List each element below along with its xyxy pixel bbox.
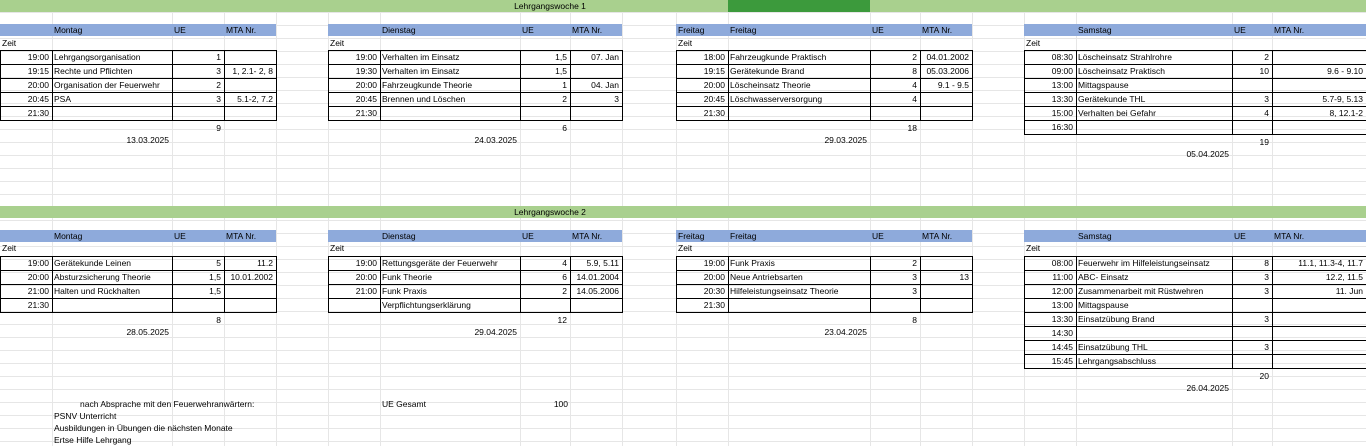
time-cell[interactable]: 13:00: [1051, 300, 1073, 310]
mta-header: MTA Nr.: [1274, 231, 1305, 241]
mta-cell[interactable]: [224, 51, 273, 63]
mta-header: MTA Nr.: [1274, 25, 1305, 35]
topic-cell[interactable]: Zusammenarbeit mit Rüstwehren: [1078, 286, 1204, 296]
time-cell[interactable]: 19:15: [703, 66, 725, 76]
zeit-label: Zeit: [1026, 243, 1041, 253]
topic-cell[interactable]: Hilfeleistungseinsatz Theorie: [730, 286, 839, 296]
ue-total[interactable]: 20: [1259, 371, 1269, 381]
ue-cell[interactable]: 1,5: [209, 286, 221, 296]
mta-cell[interactable]: [224, 285, 273, 297]
topic-cell[interactable]: Neue Antriebsarten: [730, 272, 803, 282]
ue-cell[interactable]: 3: [1264, 314, 1269, 324]
ue-header: UE: [1234, 231, 1246, 241]
ue-total[interactable]: 6: [562, 123, 567, 133]
topic-cell[interactable]: Verpflichtungserklärung: [382, 300, 471, 310]
ue-total[interactable]: 8: [216, 315, 221, 325]
time-cell[interactable]: 19:00: [703, 258, 725, 268]
topic-cell[interactable]: Mittagspause: [1078, 300, 1129, 310]
ue-cell[interactable]: 4: [562, 258, 567, 268]
time-cell[interactable]: 20:45: [355, 94, 377, 104]
ue-cell[interactable]: 8: [912, 66, 917, 76]
ue-header: UE: [174, 25, 186, 35]
mta-cell[interactable]: 11. Jun: [1335, 286, 1363, 296]
mta-cell[interactable]: [1272, 355, 1363, 367]
zeit-label: Zeit: [2, 38, 17, 48]
topic-cell[interactable]: ABC- Einsatz: [1078, 272, 1129, 282]
time-cell[interactable]: 20:00: [27, 80, 49, 90]
ue-cell[interactable]: 1,5: [555, 52, 567, 62]
ue-cell[interactable]: [1232, 299, 1269, 311]
ue-total[interactable]: 12: [557, 315, 567, 325]
notes-item: Ertse Hilfe Lehrgang: [54, 435, 132, 445]
ue-cell[interactable]: [870, 107, 917, 119]
day-date[interactable]: 26.04.2025: [1186, 383, 1229, 393]
time-cell[interactable]: 14:45: [1051, 342, 1073, 352]
ue-cell[interactable]: [1232, 121, 1269, 133]
topic-cell[interactable]: Organisation der Feuerwehr: [54, 80, 160, 90]
time-cell[interactable]: 19:00: [355, 52, 377, 62]
ue-cell[interactable]: 3: [1264, 272, 1269, 282]
topic-cell[interactable]: Funk Praxis: [730, 258, 775, 268]
mta-cell[interactable]: 3: [614, 94, 619, 104]
topic-cell[interactable]: Löscheinsatz Praktisch: [1078, 66, 1165, 76]
day-header-label: Freitag: [678, 231, 705, 241]
mta-cell[interactable]: [224, 107, 273, 119]
ue-header: UE: [872, 231, 884, 241]
mta-cell[interactable]: 11.1, 11.3-4, 11.7: [1298, 258, 1363, 268]
zeit-label: Zeit: [330, 243, 345, 253]
time-cell[interactable]: 13:00: [1051, 80, 1073, 90]
topic-cell[interactable]: Fahrzeugkunde Praktisch: [730, 52, 827, 62]
ue-cell[interactable]: [172, 299, 221, 311]
ue-header: UE: [1234, 25, 1246, 35]
mta-cell[interactable]: 9.1 - 9.5: [937, 80, 969, 90]
ue-total[interactable]: 19: [1259, 137, 1269, 147]
ue-cell[interactable]: [1232, 327, 1269, 339]
mta-cell[interactable]: 13: [959, 272, 969, 282]
ue-cell[interactable]: [172, 107, 221, 119]
ue-cell[interactable]: 2: [912, 258, 917, 268]
ue-cell[interactable]: 3: [1264, 94, 1269, 104]
ue-cell[interactable]: 2: [216, 80, 221, 90]
ue-cell[interactable]: [520, 107, 567, 119]
topic-cell[interactable]: Einsatzübung THL: [1078, 342, 1148, 352]
day-header-label: Freitag: [730, 231, 757, 241]
day-header-label: Montag: [54, 231, 83, 241]
mta-cell[interactable]: [920, 93, 969, 105]
mta-cell[interactable]: 1, 2.1- 2, 8: [232, 66, 273, 76]
day-header-label: Freitag: [730, 25, 757, 35]
topic-cell[interactable]: [1078, 327, 1230, 339]
time-cell[interactable]: 19:00: [355, 258, 377, 268]
time-cell[interactable]: 13:30: [1051, 314, 1073, 324]
ue-cell[interactable]: [870, 299, 917, 311]
topic-cell[interactable]: [1078, 121, 1230, 133]
day-header-label: Montag: [54, 25, 83, 35]
day-date[interactable]: 13.03.2025: [126, 135, 169, 145]
mta-cell[interactable]: 04. Jan: [591, 80, 619, 90]
time-cell[interactable]: 16:30: [1051, 122, 1073, 132]
ue-cell[interactable]: 8: [1264, 258, 1269, 268]
time-cell[interactable]: 15:00: [1051, 108, 1073, 118]
mta-cell[interactable]: 12.2, 11.5: [1325, 272, 1363, 282]
topic-cell[interactable]: Mittagspause: [1078, 80, 1129, 90]
mta-cell[interactable]: [570, 299, 619, 311]
day-header-label: Dienstag: [382, 231, 416, 241]
mta-header: MTA Nr.: [226, 231, 257, 241]
mta-cell[interactable]: [920, 299, 969, 311]
time-cell[interactable]: 08:00: [1051, 258, 1073, 268]
time-cell[interactable]: 19:30: [355, 66, 377, 76]
ue-cell[interactable]: 3: [216, 66, 221, 76]
zeit-label: Zeit: [678, 38, 693, 48]
topic-cell[interactable]: Lehrgangsabschluss: [1078, 356, 1156, 366]
time-cell[interactable]: 20:00: [355, 80, 377, 90]
mta-cell[interactable]: [1272, 341, 1363, 353]
time-cell[interactable]: 19:00: [27, 52, 49, 62]
grid-row-line: [0, 168, 1366, 169]
topic-cell[interactable]: Gerätekunde THL: [1078, 94, 1146, 104]
day-date[interactable]: 29.04.2025: [474, 327, 517, 337]
week-title: Lehrgangswoche 1: [514, 1, 586, 11]
mta-cell[interactable]: [920, 107, 969, 119]
time-cell[interactable]: 13:30: [1051, 94, 1073, 104]
ue-cell[interactable]: 1: [562, 80, 567, 90]
ue-cell[interactable]: [1232, 79, 1269, 91]
time-cell[interactable]: 14:30: [1051, 328, 1073, 338]
topic-cell[interactable]: Verhalten im Einsatz: [382, 52, 460, 62]
topic-cell[interactable]: PSA: [54, 94, 72, 104]
mta-cell[interactable]: 5.9, 5.11: [586, 258, 619, 268]
time-cell[interactable]: 20:45: [27, 94, 49, 104]
mta-cell[interactable]: [1272, 299, 1363, 311]
grid-row-line: [0, 220, 1366, 221]
day-date[interactable]: 23.04.2025: [824, 327, 867, 337]
ue-cell[interactable]: 4: [912, 94, 917, 104]
day-date[interactable]: 05.04.2025: [1186, 149, 1229, 159]
day-header-label: Samstag: [1078, 25, 1112, 35]
ue-cell[interactable]: 3: [1264, 286, 1269, 296]
mta-cell[interactable]: [920, 257, 969, 269]
topic-cell[interactable]: Rechte und Pflichten: [54, 66, 133, 76]
ue-cell[interactable]: 3: [216, 94, 221, 104]
zeit-label: Zeit: [330, 38, 345, 48]
topic-cell[interactable]: Lehrgangsorganisation: [54, 52, 141, 62]
mta-cell[interactable]: 14.01.2004: [576, 272, 619, 282]
topic-cell[interactable]: Funk Theorie: [382, 272, 432, 282]
topic-cell[interactable]: Halten und Rückhalten: [54, 286, 141, 296]
mta-cell[interactable]: 05.03.2006: [926, 66, 969, 76]
ue-cell[interactable]: 3: [912, 286, 917, 296]
time-cell[interactable]: 20:30: [703, 286, 725, 296]
topic-cell[interactable]: Löscheinsatz Theorie: [730, 80, 811, 90]
zeit-label: Zeit: [2, 243, 17, 253]
grid-row-line: [0, 181, 1366, 182]
mta-cell[interactable]: [224, 299, 273, 311]
zeit-label: Zeit: [678, 243, 693, 253]
topic-cell[interactable]: Einsatzübung Brand: [1078, 314, 1155, 324]
notes-heading: nach Absprache mit den Feuerwehranwärtern:: [80, 399, 255, 409]
mta-header: MTA Nr.: [572, 231, 603, 241]
mta-cell[interactable]: 5.7-9, 5.13: [1322, 94, 1363, 104]
time-cell[interactable]: 21:30: [27, 108, 49, 118]
notes-item: Ausbildungen in Übungen die nächsten Monate: [54, 423, 233, 433]
topic-cell[interactable]: Absturzsicherung Theorie: [54, 272, 151, 282]
ue-cell[interactable]: 2: [562, 286, 567, 296]
ue-header: UE: [872, 25, 884, 35]
topic-cell[interactable]: [54, 299, 170, 311]
ue-cell[interactable]: 1,5: [209, 272, 221, 282]
ue-header: UE: [522, 25, 534, 35]
time-cell[interactable]: 21:00: [27, 286, 49, 296]
time-cell[interactable]: 21:30: [703, 300, 725, 310]
time-cell[interactable]: 20:00: [703, 272, 725, 282]
ue-cell[interactable]: 1,5: [555, 66, 567, 76]
mta-cell[interactable]: 5.1-2, 7.2: [237, 94, 273, 104]
time-cell[interactable]: 21:30: [27, 300, 49, 310]
time-cell[interactable]: 12:00: [1051, 286, 1073, 296]
mta-cell[interactable]: [920, 285, 969, 297]
time-cell[interactable]: 08:30: [1051, 52, 1073, 62]
time-cell[interactable]: 15:45: [1051, 356, 1073, 366]
mta-cell[interactable]: 14.05.2006: [576, 286, 619, 296]
ue-cell[interactable]: 2: [562, 94, 567, 104]
day-date[interactable]: 28.05.2025: [126, 327, 169, 337]
ue-gesamt-value: 100: [553, 399, 568, 409]
mta-cell[interactable]: 9.6 - 9.10: [1327, 66, 1363, 76]
time-cell[interactable]: 20:00: [703, 80, 725, 90]
mta-cell[interactable]: 11.2: [257, 258, 273, 268]
ue-header: UE: [522, 231, 534, 241]
grid-row-line: [0, 142, 1366, 143]
topic-cell[interactable]: [730, 299, 868, 311]
mta-cell[interactable]: [1272, 79, 1363, 91]
topic-cell[interactable]: [382, 107, 518, 119]
selected-column-indicator: [728, 0, 870, 12]
topic-cell[interactable]: Feuerwehr im Hilfeleistungseinsatz: [1078, 258, 1210, 268]
ue-cell[interactable]: [1232, 355, 1269, 367]
topic-cell[interactable]: Löscheinsatz Strahlrohre: [1078, 52, 1173, 62]
ue-cell[interactable]: 2: [1264, 52, 1269, 62]
day-date[interactable]: 24.03.2025: [474, 135, 517, 145]
mta-cell[interactable]: [570, 65, 619, 77]
time-cell[interactable]: 20:00: [355, 272, 377, 282]
mta-header: MTA Nr.: [572, 25, 603, 35]
topic-cell[interactable]: [54, 107, 170, 119]
table-col-border: [52, 51, 53, 120]
time-cell[interactable]: [328, 299, 377, 311]
ue-cell[interactable]: 4: [912, 80, 917, 90]
mta-cell[interactable]: [570, 107, 619, 119]
time-cell[interactable]: 09:00: [1051, 66, 1073, 76]
table-col-border: [380, 51, 381, 120]
topic-cell[interactable]: Verhalten bei Gefahr: [1078, 108, 1156, 118]
table-col-border: [728, 51, 729, 120]
mta-cell[interactable]: 10.01.2002: [230, 272, 273, 282]
mta-cell[interactable]: 07. Jan: [591, 52, 619, 62]
ue-cell[interactable]: 5: [216, 258, 221, 268]
mta-cell[interactable]: 8, 12.1-2: [1329, 108, 1363, 118]
ue-cell[interactable]: 3: [1264, 342, 1269, 352]
day-date[interactable]: 29.03.2025: [824, 135, 867, 145]
ue-total[interactable]: 9: [216, 123, 221, 133]
week-title: Lehrgangswoche 2: [514, 207, 586, 217]
time-cell[interactable]: 21:30: [355, 108, 377, 118]
mta-cell[interactable]: [1272, 121, 1363, 133]
ue-gesamt-label: UE Gesamt: [382, 399, 426, 409]
topic-cell[interactable]: [730, 107, 868, 119]
mta-cell[interactable]: [224, 79, 273, 91]
grid-row-line: [0, 12, 1366, 13]
ue-cell[interactable]: 4: [1264, 108, 1269, 118]
ue-cell[interactable]: 2: [912, 52, 917, 62]
topic-cell[interactable]: Funk Praxis: [382, 286, 427, 296]
topic-cell[interactable]: Rettungsgeräte der Feuerwehr: [382, 258, 498, 268]
grid-row-line: [0, 194, 1366, 195]
topic-cell[interactable]: Brennen und Löschen: [382, 94, 466, 104]
mta-cell[interactable]: 04.01.2002: [926, 52, 969, 62]
ue-cell[interactable]: 3: [912, 272, 917, 282]
time-cell[interactable]: 11:00: [1052, 272, 1073, 282]
zeit-label: Zeit: [1026, 38, 1041, 48]
day-header-label: Samstag: [1078, 231, 1112, 241]
time-cell[interactable]: 21:00: [355, 286, 377, 296]
time-cell[interactable]: 20:45: [703, 94, 725, 104]
ue-total[interactable]: 18: [907, 123, 917, 133]
time-cell[interactable]: 21:30: [703, 108, 725, 118]
time-cell[interactable]: 19:00: [27, 258, 49, 268]
mta-cell[interactable]: [1272, 313, 1363, 325]
ue-cell[interactable]: 10: [1259, 66, 1269, 76]
topic-cell[interactable]: Verhalten im Einsatz: [382, 66, 460, 76]
mta-header: MTA Nr.: [226, 25, 257, 35]
notes-item: PSNV Unterricht: [54, 411, 117, 421]
ue-header: UE: [174, 231, 186, 241]
time-cell[interactable]: 18:00: [703, 52, 725, 62]
mta-cell[interactable]: [1272, 327, 1363, 339]
topic-cell[interactable]: Gerätekunde Leinen: [54, 258, 132, 268]
mta-header: MTA Nr.: [922, 25, 953, 35]
ue-cell[interactable]: 6: [562, 272, 567, 282]
grid-row-line: [0, 376, 1366, 377]
ue-total[interactable]: 8: [912, 315, 917, 325]
topic-cell[interactable]: Gerätekunde Brand: [730, 66, 805, 76]
ue-cell[interactable]: [520, 299, 567, 311]
day-header-label: Dienstag: [382, 25, 416, 35]
ue-cell[interactable]: 1: [216, 52, 221, 62]
topic-cell[interactable]: Löschwasserversorgung: [730, 94, 823, 104]
topic-cell[interactable]: Fahrzeugkunde Theorie: [382, 80, 473, 90]
mta-header: MTA Nr.: [922, 231, 953, 241]
time-cell[interactable]: 19:15: [27, 66, 49, 76]
time-cell[interactable]: 20:00: [27, 272, 49, 282]
mta-cell[interactable]: [1272, 51, 1363, 63]
day-header-label: Freitag: [678, 25, 705, 35]
